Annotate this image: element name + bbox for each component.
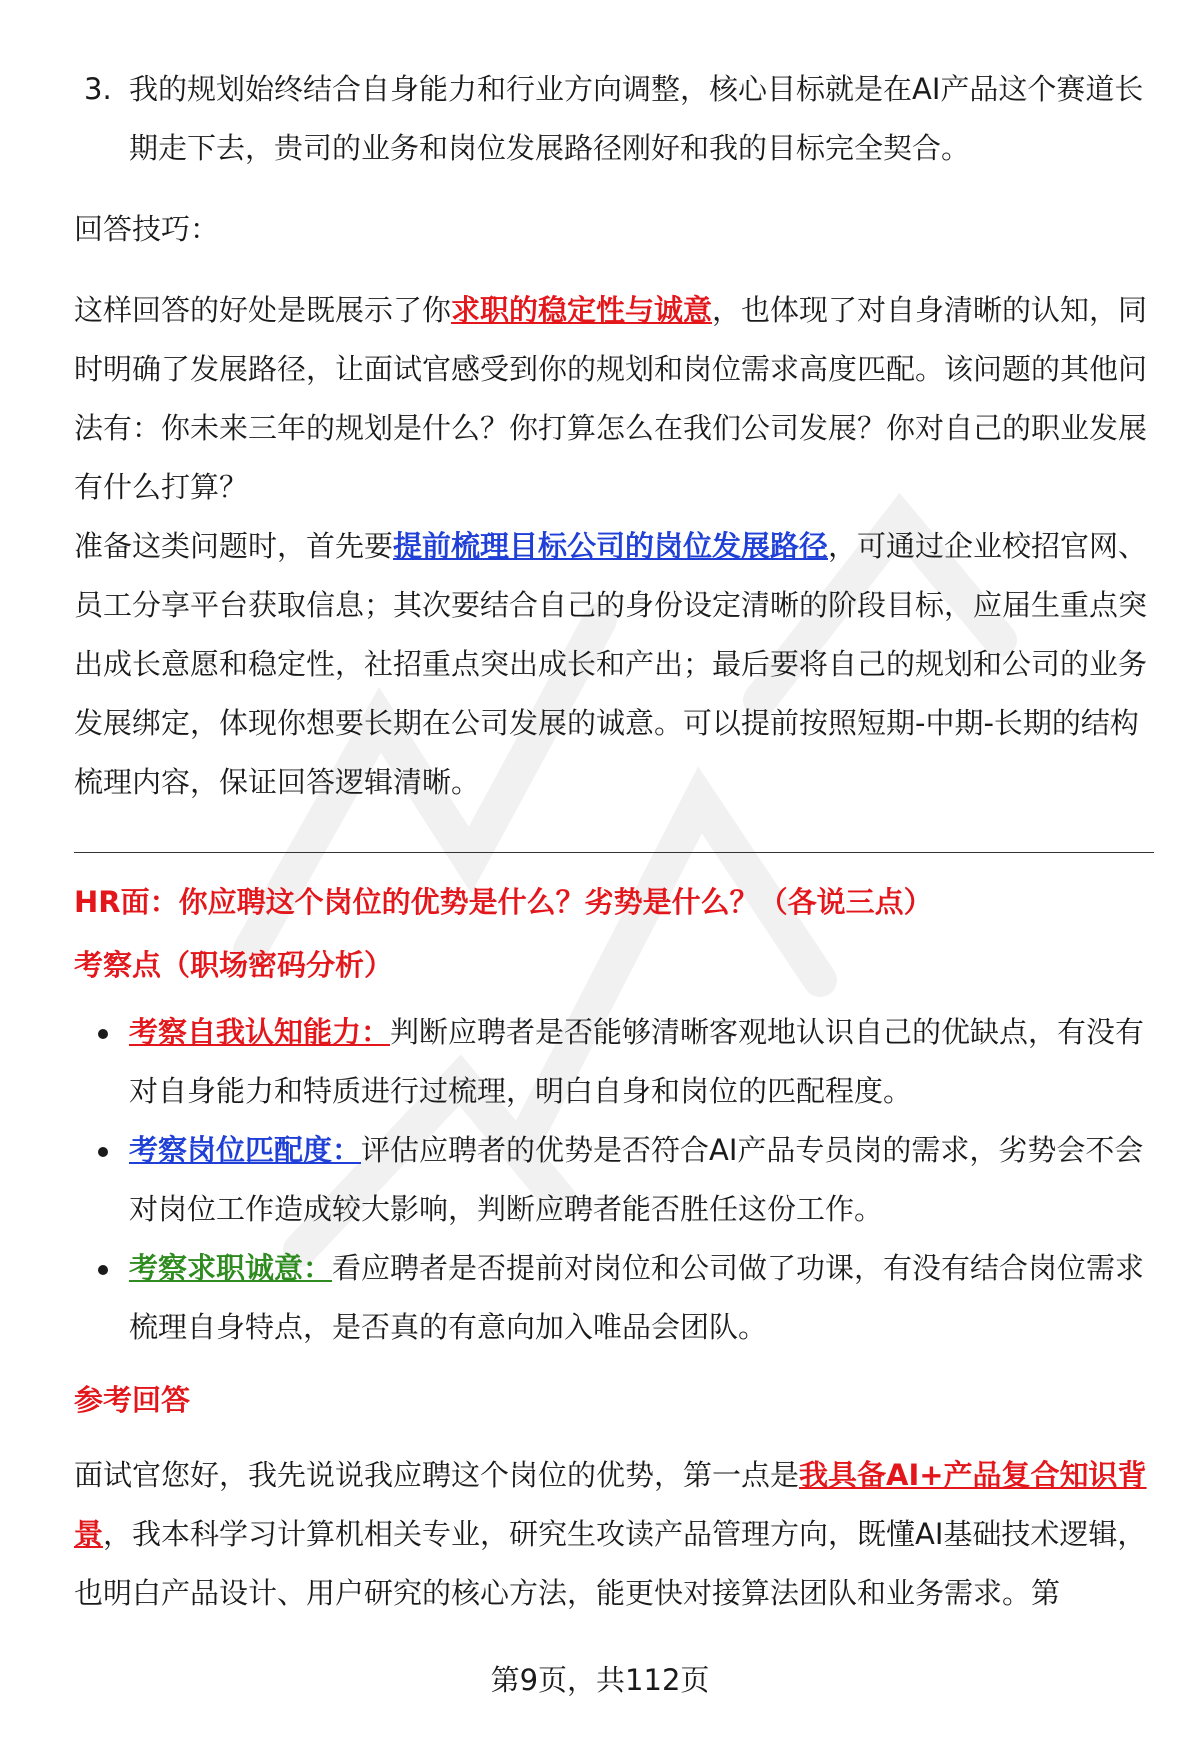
- points-list: [74, 1003, 1154, 1357]
- list-item-text: 我的规划始终结合自身能力和行业方向调整，核心目标就是在AI产品这个赛道长期走下去，贵司的业务和岗位发展路径刚好和我的目标完全契合。: [129, 72, 1144, 165]
- list-item-3: [74, 60, 1154, 178]
- point-text: 看应聘者是否提前对岗位和公司做了功课，有没有结合岗位需求梳理自身特点，是否真的有意向加入唯品会团队。: [129, 1251, 1145, 1344]
- list-item: [74, 1239, 1154, 1357]
- page-footer: 第9页，共112页: [490, 1663, 710, 1697]
- point-text: 评估应聘者的优势是否符合AI产品专员岗的需求，劣势会不会对岗位工作造成较大影响，判断应聘者能否胜任这份工作。: [129, 1133, 1144, 1226]
- tips-paragraph-2: [74, 517, 1154, 812]
- bullet-icon: [98, 1029, 108, 1039]
- paragraph-text: ，我本科学习计算机相关专业，研究生攻读产品管理方向，既懂AI基础技术逻辑，也明白产品设计、用户研究的核心方法，能更快对接算法团队和业务需求。第: [74, 1517, 1147, 1610]
- point-label: 考察岗位匹配度：: [129, 1133, 362, 1167]
- paragraph-text: 准备这类问题时，首先要: [74, 529, 394, 563]
- tips-label: 回答技巧：: [74, 212, 220, 246]
- paragraph-text: ，可通过企业校招官网、员工分享平台获取信息；其次要结合自己的身份设定清晰的阶段目标，应届生重点突出成长意愿和稳定性，社招重点突出成长和产出；最后要将自己的规划和公司的业务发展绑定，体现你想要长期在公司发展的诚意。可以提前按照短期-中期-长期的结构梳理内容，保证回答逻辑清晰。: [74, 529, 1148, 799]
- bullet-icon: [98, 1265, 108, 1275]
- paragraph-text: 面试官您好，我先说说我应聘这个岗位的优势，第一点是: [74, 1458, 800, 1492]
- bullet-icon: [98, 1147, 108, 1157]
- point-label: 考察自我认知能力：: [129, 1015, 391, 1049]
- question-heading: HR面：你应聘这个岗位的优势是什么？劣势是什么？（各说三点）: [74, 885, 933, 919]
- list-number: 3.: [84, 72, 112, 106]
- highlight-career-path: 提前梳理目标公司的岗位发展路径: [393, 529, 829, 563]
- point-text: 判断应聘者是否能够清晰客观地认识自己的优缺点，有没有对自身能力和特质进行过梳理，明白自身和岗位的匹配程度。: [129, 1015, 1145, 1108]
- tips-paragraph-1: [74, 281, 1154, 517]
- point-label: 考察求职诚意：: [129, 1251, 333, 1285]
- highlight-background: 我具备AI+产品复合知识背景: [74, 1458, 1147, 1551]
- list-item: [74, 1121, 1154, 1239]
- section-divider: [74, 852, 1154, 853]
- list-item: [74, 1003, 1154, 1121]
- answer-heading: 参考回答: [74, 1383, 191, 1417]
- paragraph-text: 这样回答的好处是既展示了你: [74, 293, 452, 327]
- answer-paragraph: [74, 1446, 1154, 1623]
- highlight-stability: 求职的稳定性与诚意: [451, 293, 713, 327]
- paragraph-text: ，也体现了对自身清晰的认知，同时明确了发展路径，让面试官感受到你的规划和岗位需求高度匹配。该问题的其他问法有：你未来三年的规划是什么？你打算怎么在我们公司发展？你对自己的职业发展有什么打算？: [74, 293, 1148, 504]
- page-content: [74, 60, 1154, 1623]
- points-heading: 考察点（职场密码分析）: [74, 948, 394, 982]
